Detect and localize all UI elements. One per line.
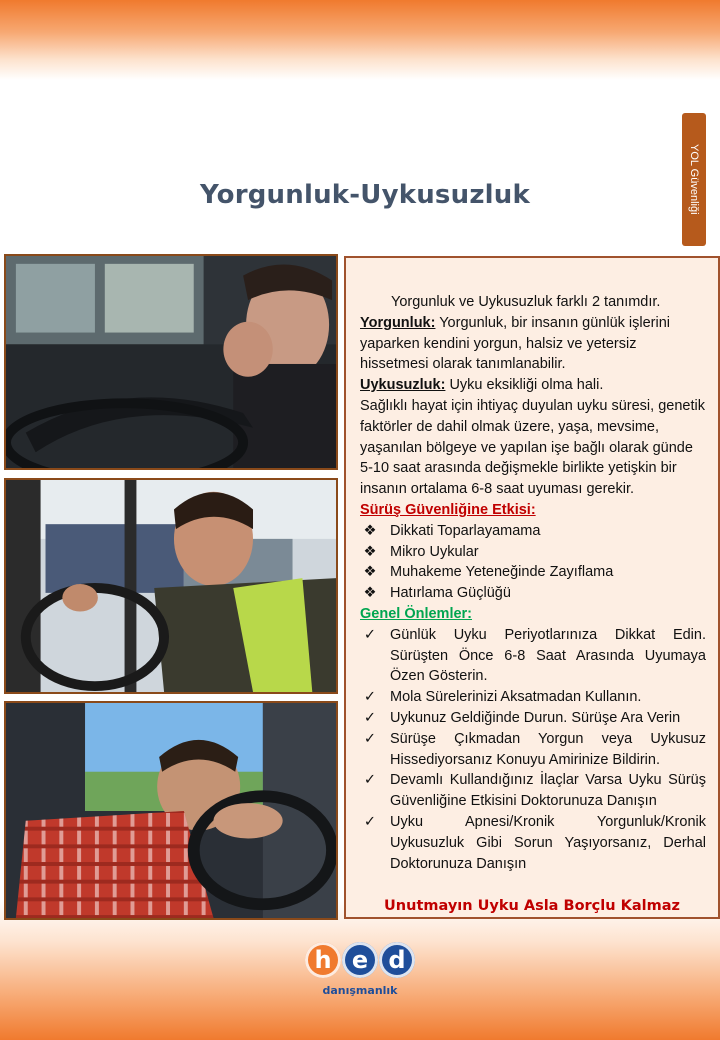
diamond-bullet-icon: ❖ [363,522,377,539]
footer-slogan: Unutmayın Uyku Asla Borçlu Kalmaz [384,898,680,914]
top-gradient-band [0,0,720,80]
effects-heading: Sürüş Güvenliğine Etkisi: [360,501,536,518]
list-item: ✓ Günlük Uyku Periyotlarınıza Dikkat Edin. Sürüşten Önce 6-8 Saat Arasında Uyumaya Özen Gösterin. [360,625,706,687]
measures-list [360,625,706,875]
logo-letter-d: d [379,942,415,978]
uykusuzluk-definition [360,375,706,396]
photo-truck-driver-drowsy [4,478,338,694]
info-panel [344,256,720,919]
page-title: Yorgunluk-Uykusuzluk [200,180,530,210]
checkmark-icon: ✓ [363,772,377,789]
list-item: ✓ Mola Sürelerinizi Aksatmadan Kullanın. [360,687,706,708]
diamond-bullet-icon: ❖ [363,585,377,602]
hed-logo [300,942,420,1012]
effects-list [360,521,706,604]
uykusuzluk-text: Uyku eksikliği olma hali. [445,377,604,394]
photo-tired-driver-rubbing-eyes [4,254,338,470]
list-item: ❖ Dikkati Toparlayamama [360,521,706,542]
logo-letter-h: h [305,942,341,978]
list-item: ✓ Devamlı Kullandığınız İlaçlar Varsa Uyku Sürüş Güvenliğine Etkisini Doktorunuza Danışın [360,770,706,812]
list-item: ❖ Mikro Uykular [360,542,706,563]
list-item: ✓ Sürüşe Çıkmadan Yorgun veya Uykusuz Hissediyorsanız Konuyu Amirinize Bildirin. [360,729,706,771]
logo-text: danışmanlık [322,984,398,997]
list-item: ✓ Uykunuz Geldiğinde Durun. Sürüşe Ara Verin [360,708,706,729]
uykusuzluk-term: Uykusuzluk: [360,377,446,394]
checkmark-icon: ✓ [363,709,377,726]
logo-mark [300,942,420,978]
diamond-bullet-icon: ❖ [363,543,377,560]
info-panel-content [360,292,706,874]
photo-driver-sleeping-on-wheel [4,701,338,920]
checkmark-icon: ✓ [363,813,377,830]
logo-letter-e: e [342,942,378,978]
list-item: ❖ Hatırlama Güçlüğü [360,583,706,604]
checkmark-icon: ✓ [363,730,377,747]
list-item: ❖ Muhakeme Yeteneğinde Zayıflama [360,562,706,583]
yorgunluk-definition [360,313,706,375]
intro-line: Yorgunluk ve Uykusuzluk farklı 2 tanımdır. [391,294,661,310]
diamond-bullet-icon: ❖ [363,564,377,581]
yorgunluk-term: Yorgunluk: [360,314,436,331]
yorgunluk-text: Yorgunluk, bir insanın günlük işlerini yaparken kendini yorgun, halsiz ve yetersiz hissetmesi olarak tanımlanabilir. [360,314,671,373]
sleep-duration-paragraph: Sağlıklı hayat için ihtiyaç duyulan uyku süresi, genetik faktörler de dahil olmak üzere, yaşa, mevsime, yaşanılan bölgeye ve yapılan işe bağlı olarak günde 5-10 saat arasında değişmekle birlikte yetişkin bir insanın ortalama 6-8 saat uyuması gerekir. [360,397,705,498]
checkmark-icon: ✓ [363,626,377,643]
checkmark-icon: ✓ [363,689,377,706]
side-tab-label: YOL Güvenliği [688,144,700,215]
measures-heading: Genel Önlemler: [360,605,473,622]
list-item: ✓ Uyku Apnesi/Kronik Yorgunluk/Kronik Uykusuzluk Gibi Sorun Yaşıyorsanız, Derhal Doktorunuza Danışın [360,812,706,874]
